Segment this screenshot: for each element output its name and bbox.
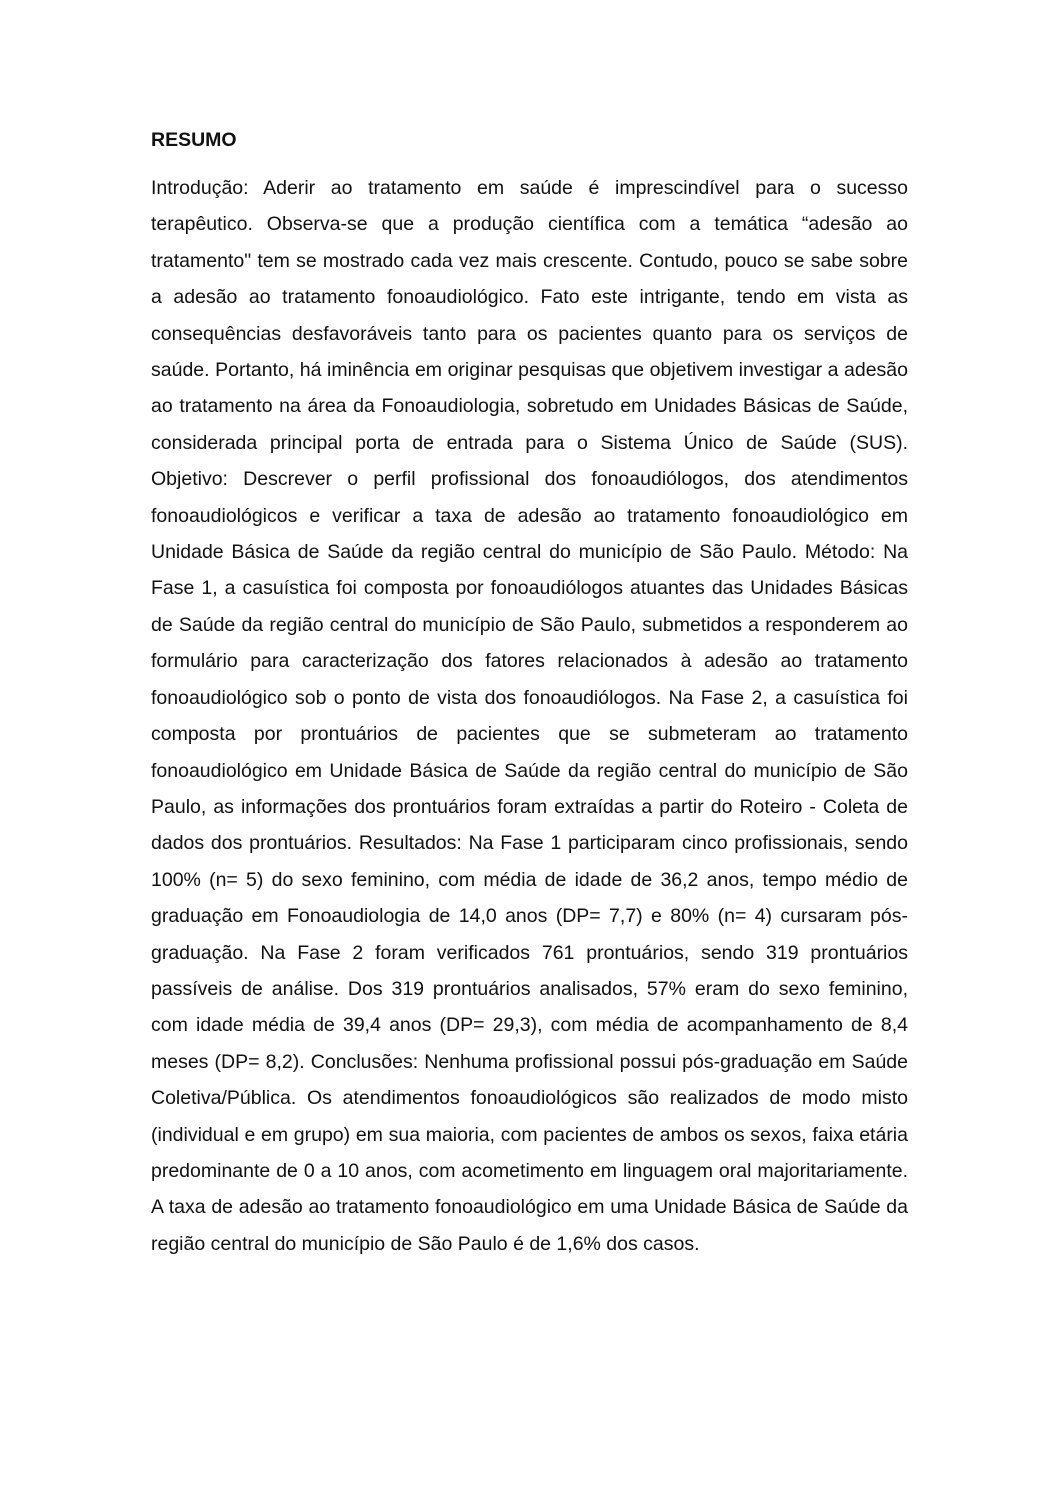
abstract-paragraph: Introdução: Aderir ao tratamento em saúde é imprescindível para o sucesso terapêutico. Observa-se que a produção científica com a temática “adesão ao tratamento" tem se mostrado cada vez mais crescente. Contudo, pouco se sabe sobre a adesão ao tratamento fonoaudiológico. Fato este intrigante, tendo em vista as consequências desfavoráveis tanto para os pacientes quanto para os serviços de saúde. Portanto, há iminência em originar pesquisas que objetivem investigar a adesão ao tratamento na área da Fonoaudiologia, sobretudo em Unidades Básicas de Saúde, considerada principal porta de entrada para o Sistema Único de Saúde (SUS). Objetivo: Descrever o perfil profissional dos fonoaudiólogos, dos atendimentos fonoaudiológicos e verificar a taxa de adesão ao tratamento fonoaudiológico em Unidade Básica de Saúde da região central do município de São Paulo. Método: Na Fase 1, a casuística foi composta por fonoaudiólogos atuantes das Unidades Básicas de Saúde da região central do município de São Paulo, submetidos a responderem ao formulário para caracterização dos fatores relacionados à adesão ao tratamento fonoaudiológico sob o ponto de vista dos fonoaudiólogos. Na Fase 2, a casuística foi composta por prontuários de pacientes que se submeteram ao tratamento fonoaudiológico em Unidade Básica de Saúde da região central do município de São Paulo, as informações dos prontuários foram extraídas a partir do Roteiro - Coleta de dados dos prontuários. Resultados: Na Fase 1 participaram cinco profissionais, sendo 100% (n= 5) do sexo feminino, com média de idade de 36,2 anos, tempo médio de graduação em Fonoaudiologia de 14,0 anos (DP= 7,7) e 80% (n= 4) cursaram pós-graduação. Na Fase 2 foram verificados 761 prontuários, sendo 319 prontuários passíveis de análise. Dos 319 prontuários analisados, 57% eram do sexo feminino, com idade média de 39,4 anos (DP= 29,3), com média de acompanhamento de 8,4 meses (DP= 8,2). Conclusões: Nenhuma profissional possui pós-graduação em Saúde Coletiva/Pública. Os atendimentos fonoaudiológicos são realizados de modo misto (individual e em grupo) em sua maioria, com pacientes de ambos os sexos, faixa etária predominante de 0 a 10 anos, com acometimento em linguagem oral majoritariamente. A taxa de adesão ao tratamento fonoaudiológico em uma Unidade Básica de Saúde da região central do município de São Paulo é de 1,6% dos casos. <box>151 177 908 1255</box>
section-heading: RESUMO <box>151 129 237 151</box>
